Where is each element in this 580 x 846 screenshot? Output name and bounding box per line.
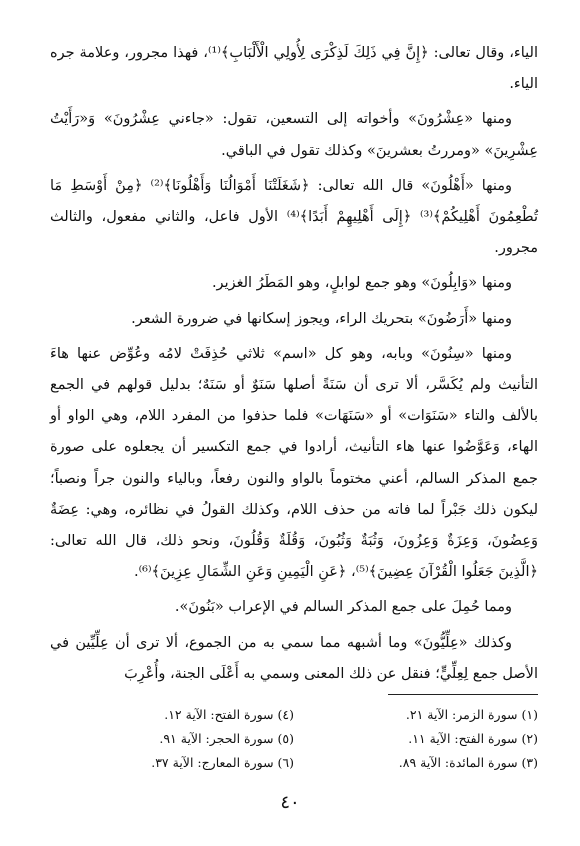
paragraph-7: ومما حُمِلَ على جمع المذكر السالم في الإعراب «بَنُونَ».: [174, 599, 512, 616]
paragraph-8: وكذلك «عِلِّيُّونَ» وما أشبهه مما سمي به من الجموع، ألا ترى أن عِلِّيِّين في الأصل جمع لِعِلِّيٍّ؛ فنقل عن ذلك المعنى وسمي به أَعْلَى الجنة، وأُعْرِبَ: [50, 634, 538, 682]
paragraph-5: ومنها «أَرَضُونَ» بتحريك الراء، ويجوز إسكانها في ضرورة الشعر.: [131, 310, 512, 327]
footnote-2: (٢) سورة الفتح: الآية ١١.: [408, 731, 538, 746]
footnote-6: (٦) سورة المعارج: الآية ٣٧.: [151, 755, 294, 770]
paragraph-6: ومنها «سِنُونَ» وبابه، وهو كل «اسم» ثلاثي حُذِفَتْ لامُه وعُوِّض عنها هاءَ التأنيث ولم يُكَسَّر، ألا ترى أن سَنَةً أصلها سَنَوٌ أو سَنَهٌ؛ بدليل قولهم في الجمع بالألف والتاء «سَنَوَات» أو «سَنَهَات» فلما حذفوا من المفرد اللام، وهي الواو أو الهاء، وَعَوَّضُوا عنها هاء التأنيث، أرادوا في جمع التكسير أن يجعلوه على صورة جمع المذكر السالم، أعني مختوماً بالواو والنون رفعاً، وبالياء والنون جراً ونصباً؛ ليكون ذلك جَبْراً لما فاته من حذف اللام، وكذلك القولُ في نظائره، وهي: عِضَةٌ وَعِضُونَ، وَعِزَةٌ وَعِزُونَ، وَثُبَةٌ وَثُبُونَ، وَقُلَةٌ وَقُلُونَ، ونحو ذلك، قال الله تعالى: ﴿الَّذِينَ جَعَلُوا الْقُرْآنَ عِضِينَ﴾⁽⁵⁾، ﴿عَنِ الْيَمِينِ وَعَنِ الشِّمَالِ عِزِينَ﴾⁽⁶⁾.: [50, 345, 538, 581]
footnote-5: (٥) سورة الحجر: الآية ٩١.: [159, 731, 294, 746]
main-text: [50, 38, 538, 690]
footnote-4: (٤) سورة الفتح: الآية ١٢.: [164, 707, 294, 722]
paragraph-3: ومنها «أَهْلُونَ» قال الله تعالى: ﴿شَغَلَتْنَا أَمْوَالُنَا وَأَهْلُونَا﴾⁽²⁾ ﴿مِنْ أَوْسَطِ مَا تُطْعِمُونَ أَهْلِيكُمْ﴾⁽³⁾ ﴿إِلَى أَهْلِيهِمْ أَبَدًا﴾⁽⁴⁾ الأول فاعل، والثاني مفعول، والثالث مجرور.: [50, 177, 538, 257]
paragraph-4: ومنها «وَابِلُونَ» وهو جمع لوابلٍ، وهو المَطَرُ الغزير.: [211, 275, 512, 292]
footnote-row: [50, 703, 538, 727]
footnote-3: (٣) سورة المائدة: الآية ٨٩.: [398, 755, 538, 770]
paragraph-2: ومنها «عِشْرُونَ» وأخواته إلى التسعين، تقول: «جاءني عِشْرُونَ» وَ«رَأَيْتُ عِشْرِينَ» «ومررتُ بعشرينَ» وكذلك تقول في الباقي.: [50, 111, 538, 159]
footnote-row: [50, 727, 538, 751]
footnotes: [50, 703, 538, 775]
paragraph-1: الياء، وقال تعالى: ﴿إِنَّ فِي ذَلِكَ لَذِكْرَى لِأُولِي الْأَلْبَابِ﴾⁽¹⁾، فهذا مجرور، وعلامة جره الياء.: [50, 45, 538, 93]
footnote-1: (١) سورة الزمر: الآية ٢١.: [405, 707, 538, 722]
footnote-row: [50, 751, 538, 775]
page-number: ٤٠: [280, 792, 300, 813]
footnote-divider: [388, 694, 538, 695]
